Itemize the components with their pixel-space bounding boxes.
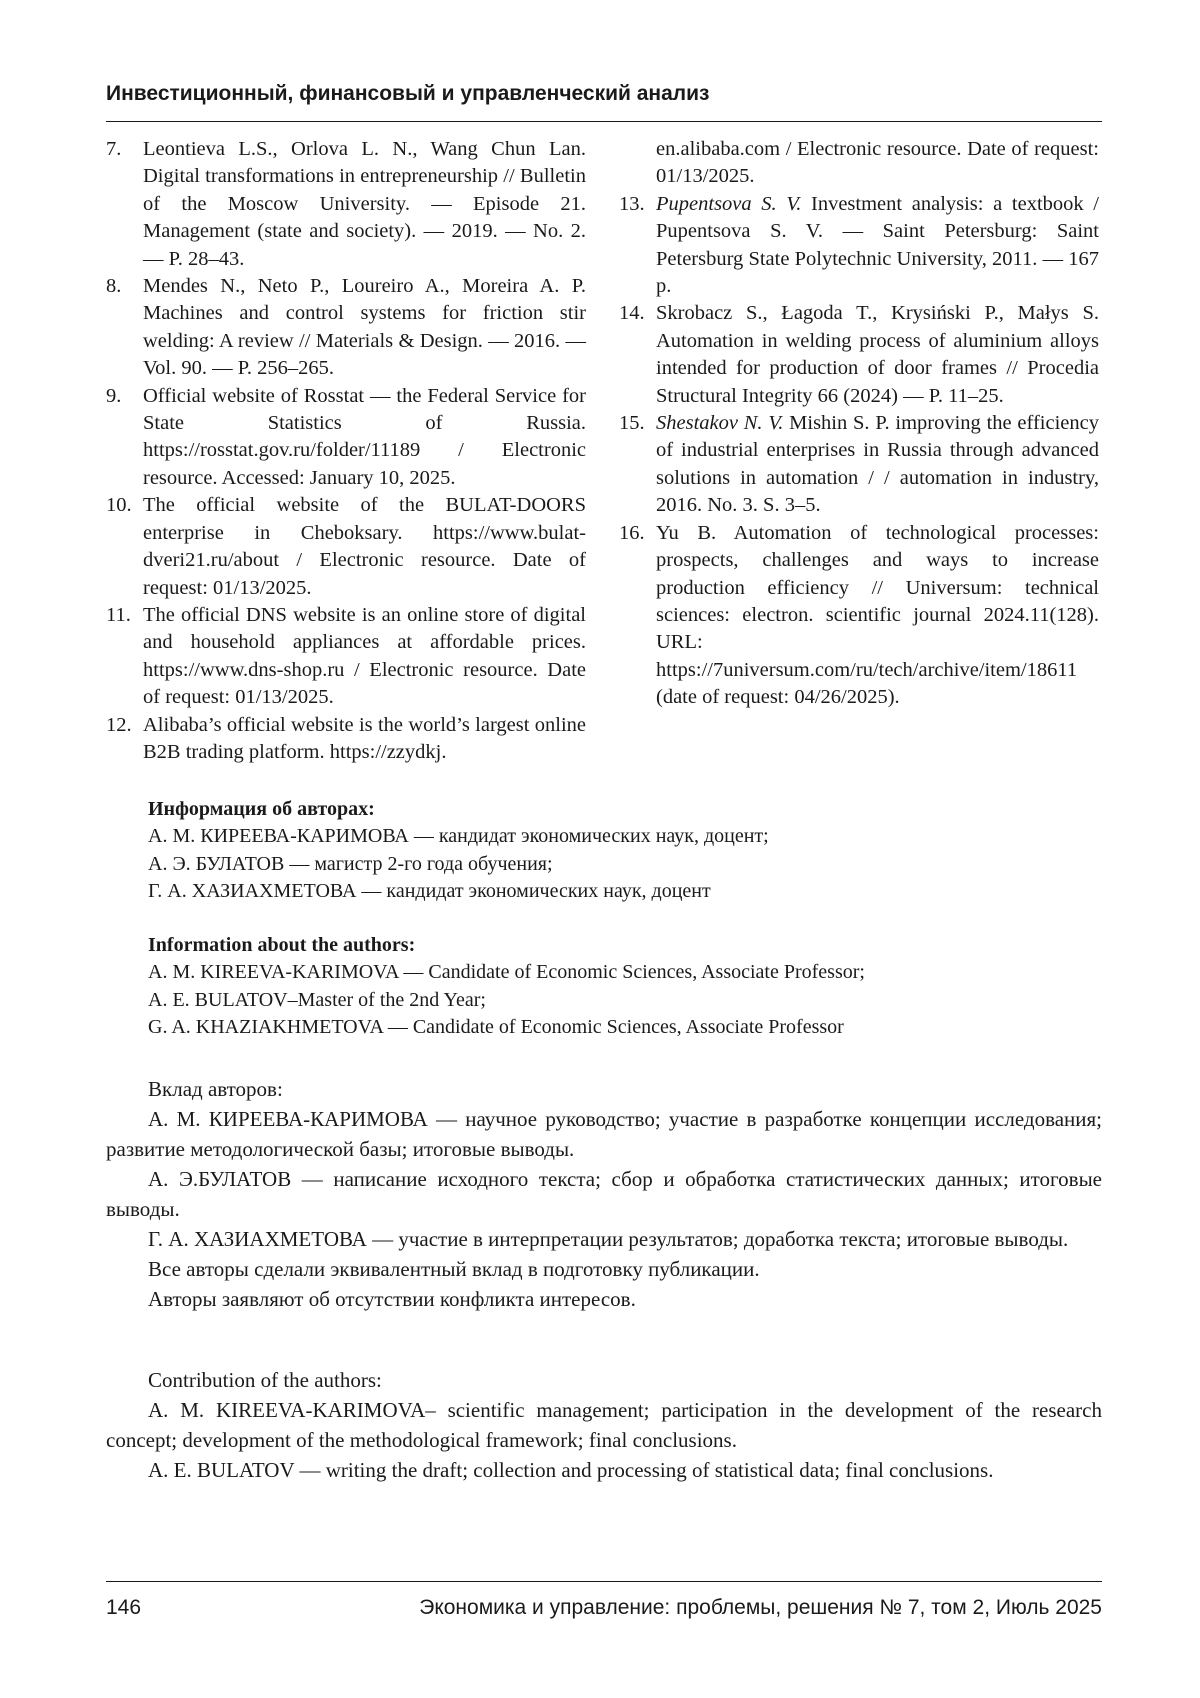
reference-number: 16. xyxy=(619,521,645,544)
reference-text: Investment analysis: a textbook / Pupentsova S. V. — Saint Petersburg: Saint Petersburg State Polytechnic University, 2011. — 167 p. xyxy=(656,192,1099,298)
reference-text: Yu B. Automation of technological processes: prospects, challenges and ways to increase production efficiency // Universum: technical sciences: electron. scientific journal 2024.11(128). URL: https://7universum.com/ru/tech/archive/item/18611 (date of request: 04/26/2025). xyxy=(656,521,1099,709)
contribution-paragraph: А. Э.БУЛАТОВ — написание исходного текста; сбор и обработка статистических данных; итоговые выводы. xyxy=(106,1167,1102,1221)
reference-number: 8. xyxy=(106,275,122,298)
reference-number: 15. xyxy=(619,412,645,435)
running-header: Инвестиционный, финансовый и управленческий анализ xyxy=(106,82,710,105)
reference-number: 9. xyxy=(106,384,122,407)
authors-info-ru xyxy=(106,796,1102,906)
authors-info-ru-title: Информация об авторах: xyxy=(148,798,375,820)
page-number: 146 xyxy=(106,1596,142,1619)
reference-item xyxy=(619,300,1099,410)
contribution-paragraph: А. М. КИРЕЕВА-КАРИМОВА — научное руководство; участие в разработке концепции исследования; развитие методологической базы; итоговые выводы. xyxy=(106,1107,1102,1161)
contribution-paragraph: Авторы заявляют об отсутствии конфликта интересов. xyxy=(148,1287,636,1311)
reference-item xyxy=(106,492,586,602)
reference-number: 14. xyxy=(619,302,645,325)
contribution-paragraph: A. E. BULATOV — writing the draft; collection and processing of statistical data; final conclusions. xyxy=(148,1458,994,1482)
reference-text: Leontieva L.S., Orlova L. N., Wang Chun Lan. Digital transformations in entrepreneurship // Bulletin of the Moscow University. — Episode 21. Management (state and society). — 2019. — No. 2. — P. 28–43. xyxy=(143,138,586,270)
author-line: G. A. KHAZIAKHMETOVA — Candidate of Economic Sciences, Associate Professor xyxy=(148,1016,844,1039)
contribution-paragraph: Все авторы сделали эквивалентный вклад в подготовку публикации. xyxy=(148,1257,760,1281)
header-divider xyxy=(106,121,1102,122)
references-left-column xyxy=(106,136,586,766)
reference-text: Skrobacz S., Łagoda T., Krysiński P., Małys S. Automation in welding process of aluminium alloys intended for production of door frames // Procedia Structural Integrity 66 (2024) — P. 11–25. xyxy=(656,302,1099,407)
reference-continuation xyxy=(619,136,1099,191)
footer-divider xyxy=(106,1581,1102,1582)
authors-info-en xyxy=(106,932,1102,1042)
reference-author: Pupentsova S. V. xyxy=(656,192,802,215)
reference-text: The official website of the BULAT-DOORS enterprise in Cheboksary. https://www.bulat-dveri21.ru/about / Electronic resource. Date of request: 01/13/2025. xyxy=(143,494,586,599)
author-line: A. M. KIREEVA-KARIMOVA — Candidate of Economic Sciences, Associate Professor; xyxy=(148,961,865,984)
author-line: Г. А. ХАЗИАХМЕТОВА — кандидат экономических наук, доцент xyxy=(148,880,711,903)
reference-text: Alibaba’s official website is the world’s largest online B2B trading platform. https://zzydkj. xyxy=(143,713,586,763)
author-line: A. E. BULATOV–Master of the 2nd Year; xyxy=(148,988,486,1011)
author-line: А. М. КИРЕЕВА-КАРИМОВА — кандидат экономических наук, доцент; xyxy=(148,825,769,848)
reference-text: en.alibaba.com / Electronic resource. Date of request: 01/13/2025. xyxy=(656,138,1099,188)
contribution-en-title: Contribution of the authors: xyxy=(148,1368,382,1392)
reference-item xyxy=(106,602,586,712)
reference-text: The official DNS website is an online store of digital and household appliances at affordable prices. https://www.dns-shop.ru / Electronic resource. Date of request: 01/13/2025. xyxy=(143,603,586,709)
reference-author: Shestakov N. V. xyxy=(656,412,784,435)
reference-number: 11. xyxy=(106,603,131,626)
contribution-ru xyxy=(106,1074,1102,1314)
reference-text: Official website of Rosstat — the Federal Service for State Statistics of Russia. https://rosstat.gov.ru/folder/11189 / Electronic resource. Accessed: January 10, 2025. xyxy=(143,384,586,489)
reference-number: 10. xyxy=(106,494,132,517)
authors-info-en-title: Information about the authors: xyxy=(148,934,416,956)
contribution-ru-title: Вклад авторов: xyxy=(148,1077,283,1101)
reference-text: Mishin S. P. improving the efficiency of industrial enterprises in Russia through advanced solutions in automation / / automation in industry, 2016. No. 3. S. 3–5. xyxy=(656,412,1099,517)
reference-item xyxy=(619,191,1099,301)
contribution-paragraph: A. M. KIREEVA-KARIMOVA– scientific management; participation in the development of the research concept; development of the methodological framework; final conclusions. xyxy=(106,1398,1102,1452)
contribution-en xyxy=(106,1365,1102,1485)
reference-item xyxy=(106,273,586,383)
reference-number: 7. xyxy=(106,138,122,160)
reference-text: Mendes N., Neto P., Loureiro A., Moreira A. P. Machines and control systems for friction stir welding: A review // Materials & Design. — 2016. — Vol. 90. — P. 256–265. xyxy=(143,275,586,380)
references-right-column xyxy=(619,136,1099,712)
reference-number: 12. xyxy=(106,713,132,736)
reference-item xyxy=(619,410,1099,520)
reference-item xyxy=(106,136,586,273)
contribution-paragraph: Г. А. ХАЗИАХМЕТОВА — участие в интерпретации результатов; доработка текста; итоговые выводы. xyxy=(148,1227,1069,1251)
author-line: А. Э. БУЛАТОВ — магистр 2-го года обучения; xyxy=(148,852,553,875)
reference-item xyxy=(619,520,1099,712)
journal-title: Экономика и управление: проблемы, решения № 7, том 2, Июль 2025 xyxy=(419,1596,1102,1619)
reference-number: 13. xyxy=(619,192,645,215)
reference-item xyxy=(106,383,586,493)
reference-item xyxy=(106,712,586,767)
